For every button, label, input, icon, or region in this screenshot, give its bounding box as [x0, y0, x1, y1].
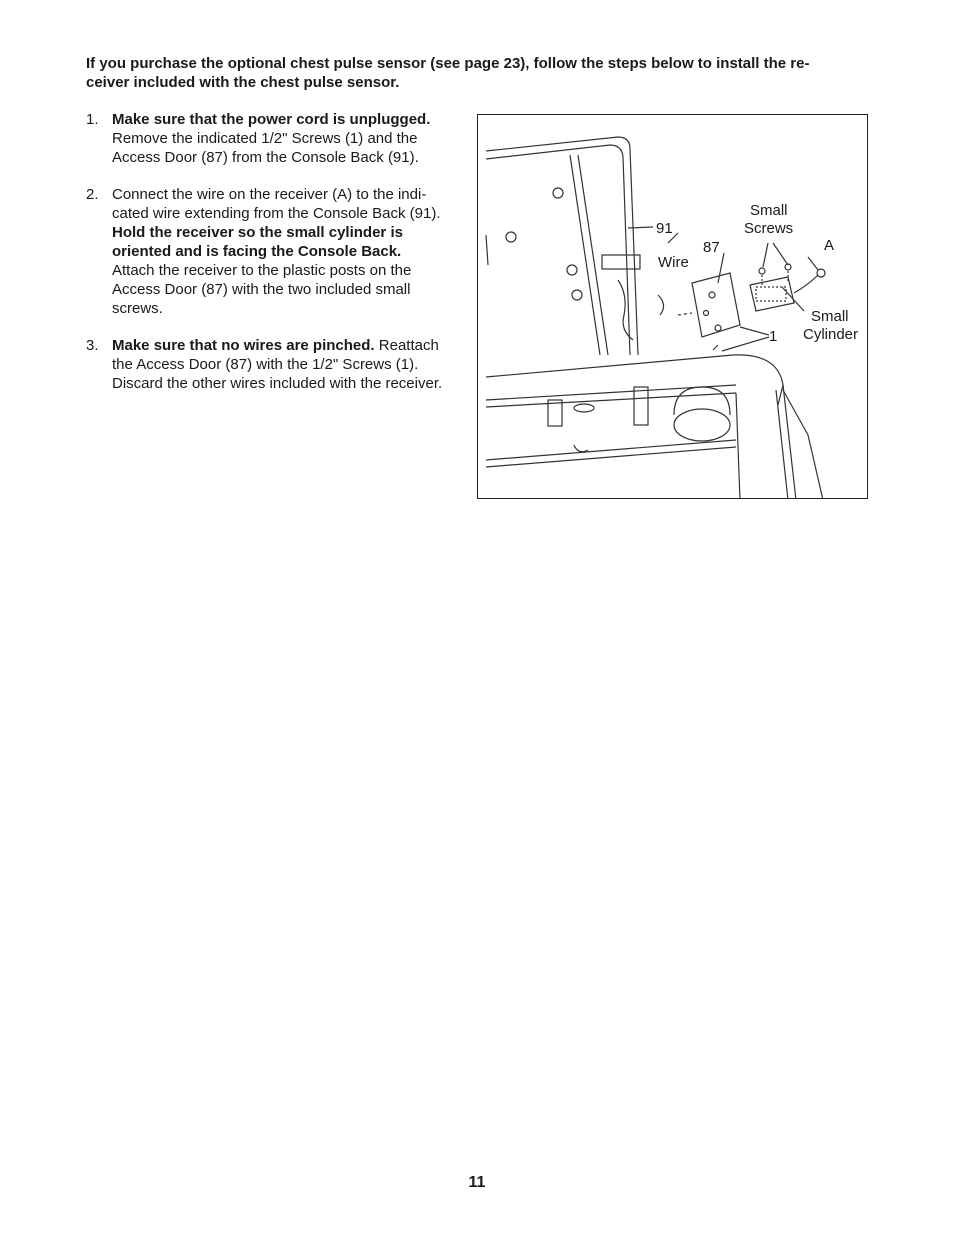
label-91: 91	[656, 220, 673, 237]
installation-figure	[477, 114, 868, 499]
step-2	[86, 185, 446, 318]
panel-hole	[553, 188, 563, 198]
step-text: Remove the indicated 1/2" Screws (1) and the Access Door (87) from the Console Back (91).	[112, 130, 419, 166]
step-3	[86, 336, 446, 393]
access-door	[692, 273, 740, 337]
console-back-illustration	[478, 115, 868, 499]
step-number: 1.	[86, 111, 99, 128]
step-text: Connect the wire on the receiver (A) to the indi-cated wire extending from the Console Back (91).	[112, 186, 441, 222]
panel-hole	[572, 290, 582, 300]
step-1	[86, 110, 446, 167]
label-wire: Wire	[658, 254, 689, 271]
step-number: 2.	[86, 186, 99, 203]
label-a: A	[824, 237, 835, 254]
step-bold-text: Hold the receiver so the small cylinder is oriented and is facing the Console Back.	[112, 224, 403, 260]
small-screw	[759, 268, 765, 274]
steps-list	[86, 110, 446, 411]
label-small-screws-2: Screws	[744, 220, 794, 237]
step-text-2: Attach the receiver to the plastic posts on the Access Door (87) with the two included small screws.	[112, 262, 412, 317]
step-number: 3.	[86, 337, 99, 354]
step-bold-text: Make sure that the power cord is unplugged.	[112, 111, 431, 128]
panel-hole	[567, 265, 577, 275]
label-87: 87	[703, 239, 720, 256]
page-number: 11	[468, 1174, 486, 1191]
panel-hole	[506, 232, 516, 242]
step-bold-text: Make sure that no wires are pinched.	[112, 337, 375, 354]
intro-paragraph: If you purchase the optional chest pulse sensor (see page 23), follow the steps below to install the re-ceiver included with the chest pulse sensor.	[86, 55, 810, 91]
step-text: Reattach the Access Door (87) with the 1/2" Screws (1). Discard the other wires included with the receiver.	[112, 337, 443, 392]
label-small-cylinder-1: Small	[811, 308, 849, 325]
label-small-screws-1: Small	[750, 202, 788, 219]
motor-cylinder	[674, 409, 730, 441]
label-small-cylinder-2: Cylinder	[803, 326, 859, 343]
label-1: 1	[769, 328, 778, 345]
